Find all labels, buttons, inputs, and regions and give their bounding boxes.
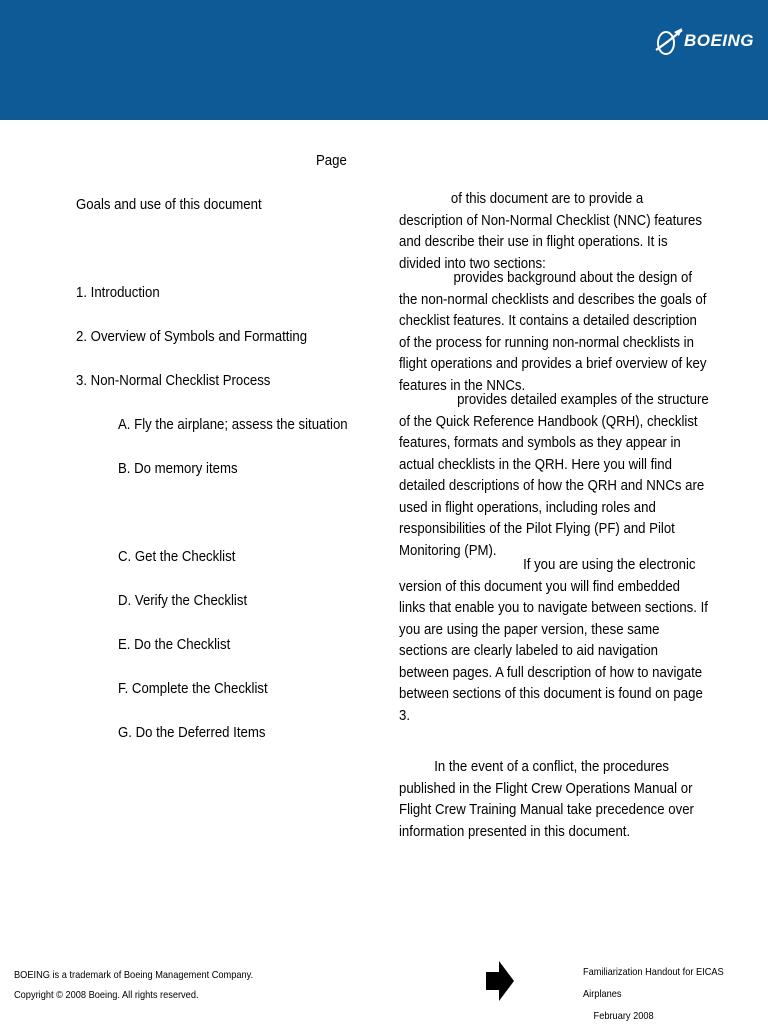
boeing-logo-icon [654,24,684,58]
boeing-logo [654,24,754,58]
toc-row-label: F. Complete the Checklist [118,680,268,697]
toc-row-label: 3. Non-Normal Checklist Process [76,372,271,389]
copyright-notice: Copyright © 2008 Boeing. All rights reserved. [14,989,199,1001]
toc-row-label: D. Verify the Checklist [118,592,248,609]
footer-info [583,961,746,1027]
toc-row-label: G. Do the Deferred Items [118,724,266,741]
paragraph-section-two: provides detailed examples of the structure of the Quick Reference Handbook (QRH), checklist features, formats and symbols as they appear in actual checklists in the QRH. Here you will find detailed descriptions of how the QRH and NNCs are used in flight operations, including roles and responsibilities of the Pilot Flying (PF) and Pilot Monitoring (PM). [399,391,709,559]
toc-page-header: Page [316,152,347,169]
handout-date: February 2008 [593,1010,654,1022]
toc-row-label: B. Do memory items [118,460,238,477]
footer-legal [14,965,253,1005]
header-banner [0,0,768,120]
paragraph-navigation: If you are using the electronic version of this document you will find embedded links that enable you to navigate between sections. If you are using the paper version, these same sections are clearly labeled to aid navigation between pages. A full description of how to navigate between sections of this document is found on page 3. [399,556,708,724]
paragraph-goals: of this document are to provide a description of Non-Normal Checklist (NNC) features and describe their use in flight operations. It is divided into two sections: [399,190,702,272]
toc-row-label: 2. Overview of Symbols and Formatting [76,328,308,345]
toc-row-label: A. Fly the airplane; assess the situation [118,416,348,433]
paragraph-section-one: provides background about the design of the non-normal checklists and describes the goals of checklist features. It contains a detailed description of the process for running non-normal checklists in flight operations and provides a brief overview of key features in the NNCs. [399,269,707,394]
trademark-notice: BOEING is a trademark of Boeing Management Company. [14,969,254,981]
handout-title: Familiarization Handout for EICAS Airplanes [583,966,724,1000]
toc-row-label: 1. Introduction [76,284,160,301]
brand-name: BOEING [683,31,754,50]
paragraph-conflict: In the event of a conflict, the procedures published in the Flight Crew Operations Manual or Flight Crew Training Manual take precedence over information presented in this document. [399,758,694,840]
toc-row-label: C. Get the Checklist [118,548,236,565]
toc-row-label: Goals and use of this document [76,196,262,213]
right-arrow-icon[interactable] [485,959,515,1003]
toc-row-label: E. Do the Checklist [118,636,231,653]
